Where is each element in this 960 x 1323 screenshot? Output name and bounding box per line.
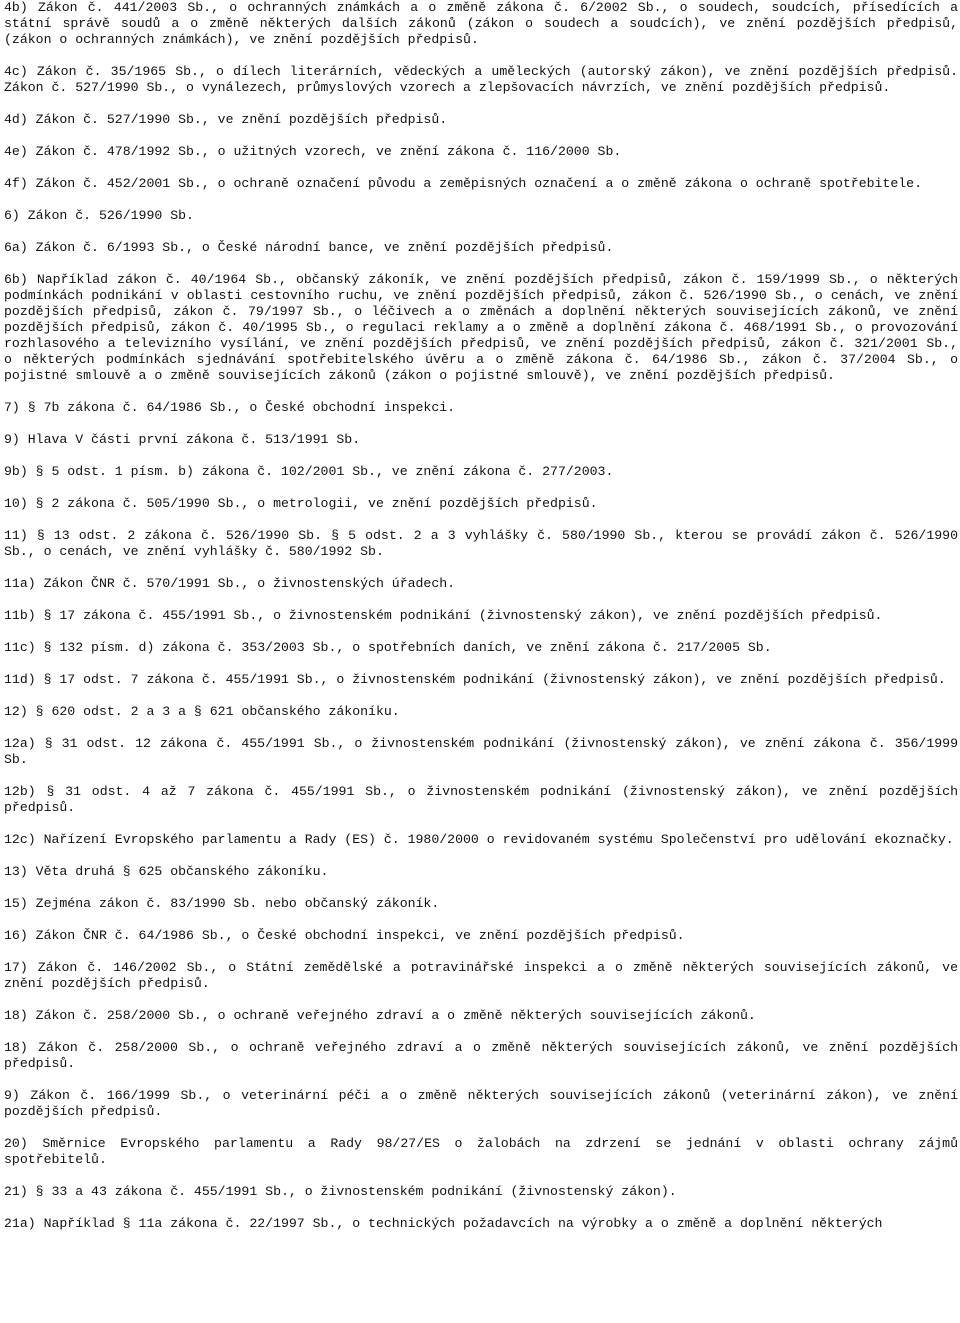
footnote-15: 15) Zejména zákon č. 83/1990 Sb. nebo občanský zákoník. <box>4 896 440 911</box>
footnote-12: 12) § 620 odst. 2 a 3 a § 621 občanského zákoníku. <box>4 704 400 719</box>
footnote-11c: 11c) § 132 písm. d) zákona č. 353/2003 Sb., o spotřebních daních, ve znění zákona č. 217/2005 Sb. <box>4 640 772 655</box>
footnote-6b: 6b) Například zákon č. 40/1964 Sb., občanský zákoník, ve znění pozdějších předpisů, zákon č. 159/1999 Sb., o některých podmínkách podnikání v oblasti cestovního ruchu, ve znění pozdějších předpisů, zákon č. 526/1990 Sb., o cenách, ve znění pozdějších předpisů, zákon č. 79/1997 Sb., o léčivech a o změnách a doplnění některých souvisejících zákonů, ve znění pozdějších předpisů, zákon č. 40/1995 Sb., o regulaci reklamy a o změně a doplnění zákona č. 468/1991 Sb., o provozování rozhlasového a televizního vysílání, ve znění pozdějších předpisů, ve znění pozdějších předpisů, zákon č. 321/2001 Sb., o některých podmínkách sjednávání spotřebitelského úvěru a o změně zákona č. 64/1986 Sb., zákon č. 37/2004 Sb., o pojistné smlouvě a o změně souvisejících zákonů (zákon o pojistné smlouvě), ve znění pozdějších předpisů. <box>4 272 958 383</box>
footnote-16: 16) Zákon ČNR č. 64/1986 Sb., o České obchodní inspekci, ve znění pozdějších předpisů. <box>4 928 685 943</box>
footnote-6a: 6a) Zákon č. 6/1993 Sb., o České národní bance, ve znění pozdějších předpisů. <box>4 240 614 255</box>
footnote-18: 18) Zákon č. 258/2000 Sb., o ochraně veřejného zdraví a o změně některých souvisejících zákonů. <box>4 1008 756 1023</box>
footnote-11d: 11d) § 17 odst. 7 zákona č. 455/1991 Sb., o živnostenském podnikání (živnostenský zákon), ve znění pozdějších předpisů. <box>4 672 946 687</box>
footnote-10: 10) § 2 zákona č. 505/1990 Sb., o metrologii, ve znění pozdějších předpisů. <box>4 496 598 511</box>
footnote-4c: 4c) Zákon č. 35/1965 Sb., o dílech literárních, vědeckých a uměleckých (autorský zákon), ve znění pozdějších předpisů. Zákon č. 527/1990 Sb., o vynálezech, průmyslových vzorech a zlepšovacích návrzích, ve znění pozdějších předpisů. <box>4 64 958 95</box>
footnote-12b: 12b) § 31 odst. 4 až 7 zákona č. 455/1991 Sb., o živnostenském podnikání (živnostenský zákon), ve znění pozdějších předpisů. <box>4 784 958 815</box>
footnote-4e: 4e) Zákon č. 478/1992 Sb., o užitných vzorech, ve znění zákona č. 116/2000 Sb. <box>4 144 622 159</box>
footnote-20: 20) Směrnice Evropského parlamentu a Rady 98/27/ES o žalobách na zdrzení se jednání v oblasti ochrany zájmů spotřebitelů. <box>4 1136 958 1167</box>
footnote-4d: 4d) Zákon č. 527/1990 Sb., ve znění pozdějších předpisů. <box>4 112 448 127</box>
footnote-11b: 11b) § 17 zákona č. 455/1991 Sb., o živnostenském podnikání (živnostenský zákon), ve znění pozdějších předpisů. <box>4 608 883 623</box>
footnote-11a: 11a) Zákon ČNR č. 570/1991 Sb., o živnostenských úřadech. <box>4 576 456 591</box>
footnote-9-veterinary: 9) Zákon č. 166/1999 Sb., o veterinární péči a o změně některých souvisejících zákonů (veterinární zákon), ve znění pozdějších předpisů. <box>4 1088 958 1119</box>
footnote-6: 6) Zákon č. 526/1990 Sb. <box>4 208 194 223</box>
footnote-9b: 9b) § 5 odst. 1 písm. b) zákona č. 102/2001 Sb., ve znění zákona č. 277/2003. <box>4 464 614 479</box>
footnote-9: 9) Hlava V části první zákona č. 513/1991 Sb. <box>4 432 361 447</box>
footnote-12a: 12a) § 31 odst. 12 zákona č. 455/1991 Sb., o živnostenském podnikání (živnostenský zákon), ve znění zákona č. 356/1999 Sb. <box>4 736 958 767</box>
footnote-21: 21) § 33 a 43 zákona č. 455/1991 Sb., o živnostenském podnikání (živnostenský zákon). <box>4 1184 677 1199</box>
document-page <box>4 0 958 1248</box>
footnote-18-second: 18) Zákon č. 258/2000 Sb., o ochraně veřejného zdraví a o změně některých souvisejících zákonů, ve znění pozdějších předpisů. <box>4 1040 958 1071</box>
footnote-11: 11) § 13 odst. 2 zákona č. 526/1990 Sb. § 5 odst. 2 a 3 vyhlášky č. 580/1990 Sb., kterou se provádí zákon č. 526/1990 Sb., o cenách, ve znění vyhlášky č. 580/1992 Sb. <box>4 528 958 559</box>
footnote-7: 7) § 7b zákona č. 64/1986 Sb., o České obchodní inspekci. <box>4 400 456 415</box>
footnote-4f: 4f) Zákon č. 452/2001 Sb., o ochraně označení původu a zeměpisných označení a o změně zákona o ochraně spotřebitele. <box>4 176 922 191</box>
footnote-17: 17) Zákon č. 146/2002 Sb., o Státní zemědělské a potravinářské inspekci a o změně některých souvisejících zákonů, ve znění pozdějších předpisů. <box>4 960 958 991</box>
footnote-4b: 4b) Zákon č. 441/2003 Sb., o ochranných známkách a o změně zákona č. 6/2002 Sb., o soudech, soudcích, přísedících a státní správě soudů a o změně některých dalších zákonů (zákon o soudech a soudcích), ve znění pozdějších předpisů, (zákon o ochranných známkách), ve znění pozdějších předpisů. <box>4 0 958 47</box>
footnote-13: 13) Věta druhá § 625 občanského zákoníku. <box>4 864 329 879</box>
footnote-21a: 21a) Například § 11a zákona č. 22/1997 Sb., o technických požadavcích na výrobky a o změně a doplnění některých <box>4 1216 883 1231</box>
footnote-12c: 12c) Nařízení Evropského parlamentu a Rady (ES) č. 1980/2000 o revidovaném systému Společenství pro udělování ekoznačky. <box>4 832 954 847</box>
